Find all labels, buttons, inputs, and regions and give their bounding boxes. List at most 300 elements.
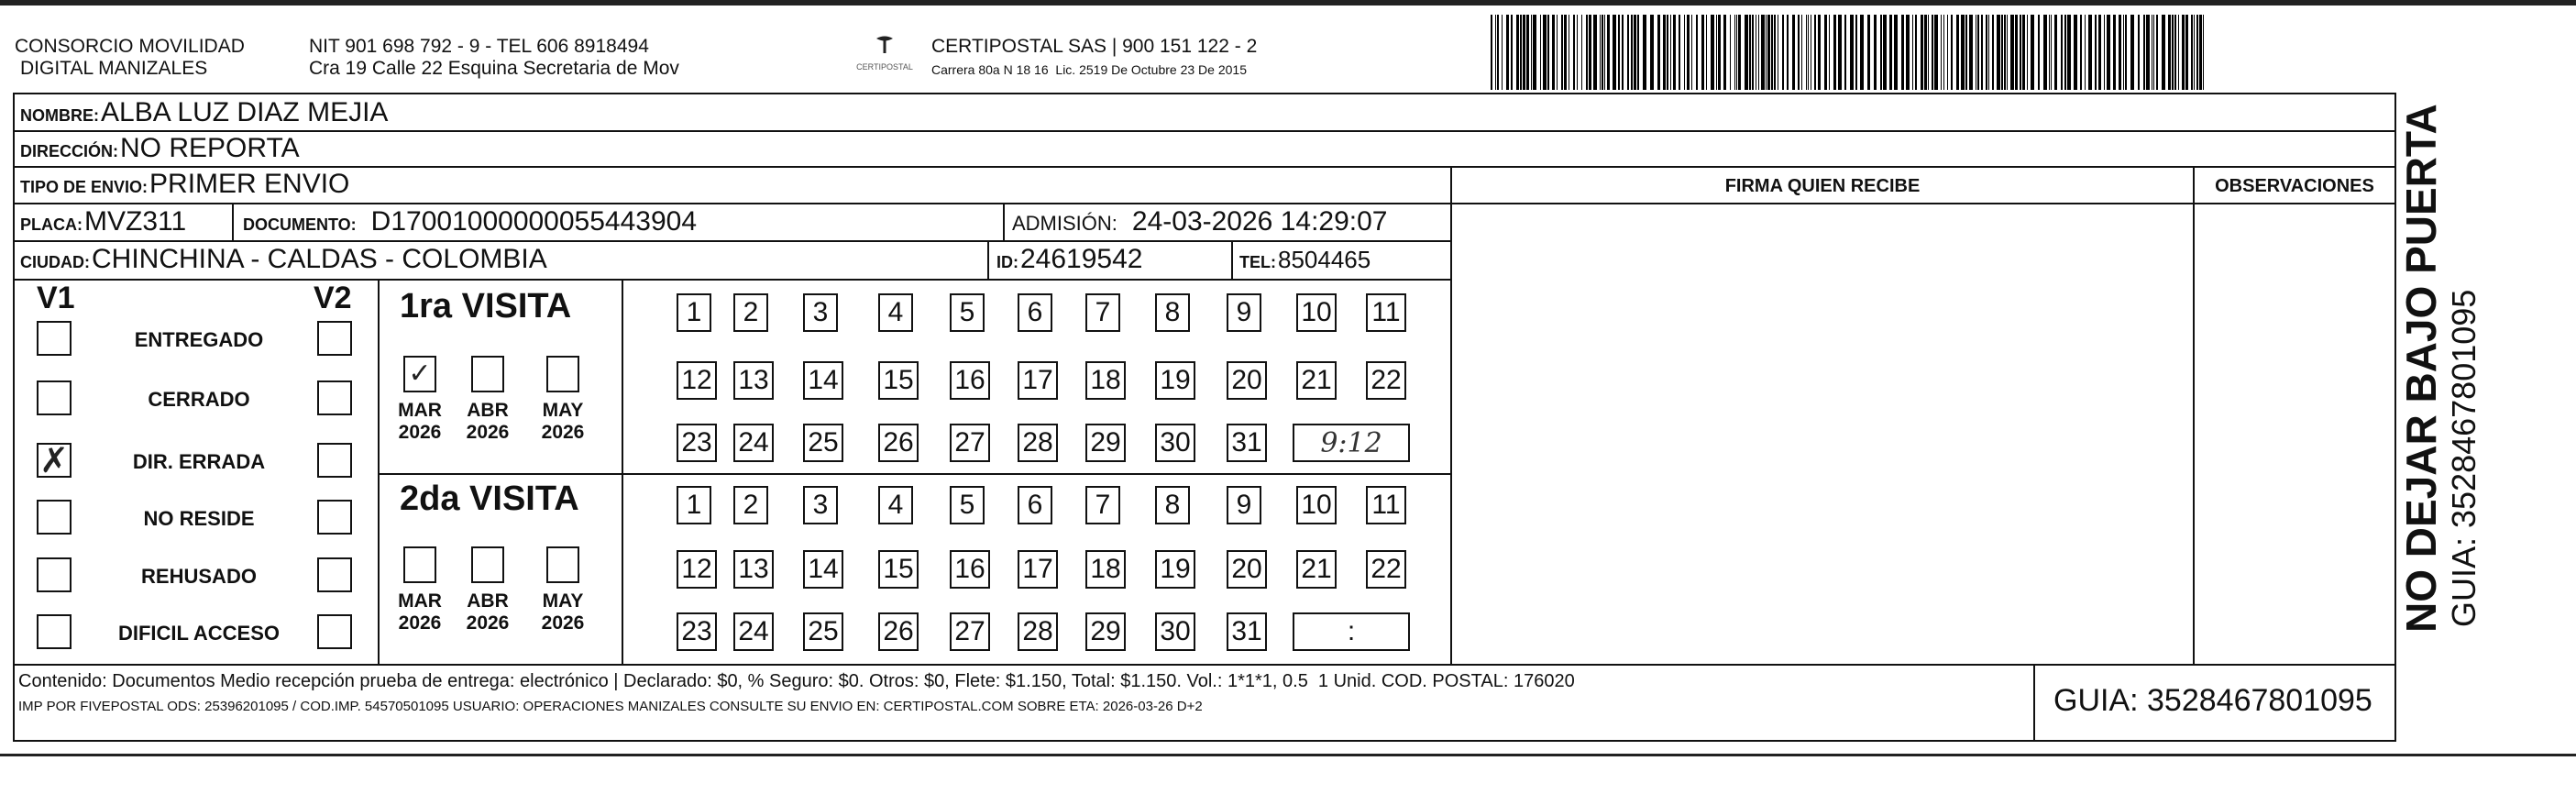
barcode-bar [1761,15,1765,90]
barcode-bar [1787,15,1789,90]
second-visit-day-19[interactable]: 19 [1155,550,1195,589]
barcode-bar [1981,15,1983,90]
first-visit-day-26[interactable]: 26 [878,424,919,462]
address-line: Cra 19 Calle 22 Esquina Secretaria de Mov [309,58,679,79]
company-name-line2: DIGITAL MANIZALES [20,58,208,79]
barcode-bar [2153,15,2154,90]
month-label [535,400,590,444]
divider [232,203,234,240]
month-name: MAR [398,590,442,612]
barcode-bar [2113,15,2116,90]
barcode-bar [1593,15,1597,90]
barcode-bar [1986,15,1987,90]
barcode-bar [1687,15,1690,90]
month-checkbox[interactable] [546,356,579,392]
barcode-bar [1782,15,1784,90]
nit-line: NIT 901 698 792 - 9 - TEL 606 8918494 [309,36,649,57]
barcode-bar [1961,15,1965,90]
barcode-bar [1956,15,1959,90]
month-checkbox[interactable] [403,546,436,583]
divider [378,279,380,664]
barcode-bar [2061,15,2063,90]
second-visit-day-20[interactable]: 20 [1227,550,1267,589]
first-visit-day-7[interactable]: 7 [1085,293,1120,332]
barcode-bar [2001,15,2003,90]
barcode-bar [1894,15,1898,90]
first-visit-day-3[interactable]: 3 [803,293,838,332]
barcode-bar [1798,15,1800,90]
first-visit-day-21[interactable]: 21 [1296,361,1337,400]
v1-mark: ✗ [39,440,69,480]
barcode-bar [2020,15,2021,90]
barcode-bar [2172,15,2174,90]
divider [1003,203,1005,240]
month-name: MAY [542,590,584,612]
nombre-label: NOMBRE: [20,106,99,125]
month-name: MAY [542,400,584,421]
month-label [392,590,447,634]
barcode-bar [2125,15,2127,90]
barcode-bar [1829,15,1830,90]
month-checkbox[interactable] [471,356,504,392]
tel-value: 8504465 [1278,246,1371,273]
barcode-bar [1506,15,1509,90]
v2-checkbox[interactable] [317,321,352,356]
barcode-bar [1855,15,1857,90]
divider [987,240,989,279]
side-warning: NO DEJAR BAJO PUERTA [2397,104,2445,633]
first-visit-day-24[interactable]: 24 [733,424,774,462]
barcode-bar [2182,15,2185,90]
barcode-bar [2007,15,2008,90]
second-visit-day-12[interactable]: 12 [677,550,717,589]
v2-checkbox[interactable] [317,557,352,592]
first-visit-day-16[interactable]: 16 [950,361,990,400]
barcode-bar [2085,15,2086,90]
second-visit-day-1[interactable]: 1 [677,486,711,524]
second-visit-day-16[interactable]: 16 [950,550,990,589]
first-visit-day-18[interactable]: 18 [1085,361,1126,400]
first-visit-day-25[interactable]: 25 [803,424,843,462]
first-visit-day-13[interactable]: 13 [733,361,774,400]
barcode-bar [1711,15,1714,90]
barcode-bar [2162,15,2165,90]
barcode-bar [2178,15,2179,90]
barcode-bar [1613,15,1616,90]
barcode-bar [1631,15,1633,90]
barcode-bar [2022,15,2025,90]
second-visit-day-25[interactable]: 25 [803,612,843,651]
v1-checkbox[interactable] [37,380,72,415]
divider [1231,240,1233,279]
barcode-bar [2199,15,2202,90]
status-label: ENTREGADO [134,328,264,351]
barcode-bar [1495,15,1496,90]
v1-checkbox[interactable] [37,614,72,649]
second-visit-day-14[interactable]: 14 [803,550,843,589]
barcode-bar [1730,15,1731,90]
status-label: DIR. ERRADA [132,450,266,473]
v1-checkbox[interactable] [37,321,72,356]
barcode-bar [2004,15,2006,90]
status-label: DIFICIL ACCESO [117,622,280,645]
v1-checkbox[interactable] [37,557,72,592]
tel-cell [1239,244,1371,278]
v1-checkbox[interactable] [37,440,72,480]
barcode-bar [1533,15,1536,90]
first-visit-day-31[interactable]: 31 [1227,424,1267,462]
second-visit-day-15[interactable]: 15 [878,550,919,589]
barcode-bar [1511,15,1513,90]
barcode-bar [1838,15,1842,90]
barcode-bar [1934,15,1938,90]
barcode-bar [1607,15,1610,90]
barcode-bar [1531,15,1532,90]
second-visit-time[interactable]: : [1293,612,1410,651]
second-visit-day-2[interactable]: 2 [733,486,768,524]
tipo-envio-label: TIPO DE ENVIO: [20,178,149,196]
barcode-bar [2168,15,2171,90]
barcode-bar [1557,15,1558,90]
barcode-bar [1716,15,1717,90]
v2-checkbox[interactable] [317,500,352,535]
admision-label: ADMISIÓN: [1012,212,1117,235]
barcode-bar [1808,15,1809,90]
footer-guia: GUIA: 3528467801095 [2053,683,2372,718]
v2-checkbox[interactable] [317,380,352,415]
nombre-value: ALBA LUZ DIAZ MEJIA [101,97,389,127]
barcode-bar [1663,15,1666,90]
barcode-bar [1969,15,1973,90]
barcode-bar [2191,15,2193,90]
second-visit-day-28[interactable]: 28 [1018,612,1058,651]
barcode-bar [1547,15,1549,90]
barcode-bar [1758,15,1759,90]
month-checkbox[interactable] [403,356,436,392]
v2-checkbox[interactable] [317,614,352,649]
barcode-bar [1573,15,1575,90]
barcode-bar [1941,15,1942,90]
barcode-bar [2119,15,2121,90]
second-visit-day-13[interactable]: 13 [733,550,774,589]
barcode-bar [1634,15,1636,90]
barcode-bar [1679,15,1680,90]
id-value: 24619542 [1020,244,1143,274]
second-visit-day-3[interactable]: 3 [803,486,838,524]
first-visit-day-19[interactable]: 19 [1155,361,1195,400]
first-visit-day-5[interactable]: 5 [950,293,985,332]
barcode-bar [1792,15,1795,90]
second-visit-day-30[interactable]: 30 [1155,612,1195,651]
divider [2193,166,2195,664]
documento-value: D17001000000055443904 [370,206,698,237]
company-name-line1: CONSORCIO MOVILIDAD [15,36,245,57]
barcode-bar [1997,15,2000,90]
barcode-bar [1915,15,1917,90]
first-visit-time[interactable]: 9:12 [1293,424,1410,462]
v2-checkbox[interactable] [317,443,352,478]
barcode-bar [1766,15,1767,90]
barcode-bar [1491,15,1492,90]
barcode-bar [1497,15,1499,90]
first-visit-day-20[interactable]: 20 [1227,361,1267,400]
second-visit-day-7[interactable]: 7 [1085,486,1120,524]
side-guia: GUIA: 3528467801095 [2445,289,2482,627]
month-label [392,400,447,444]
barcode-bar [1928,15,1929,90]
month-year: 2026 [541,612,585,634]
second-visit-day-18[interactable]: 18 [1085,550,1126,589]
barcode-bar [2107,15,2110,90]
barcode-bar [2038,15,2040,90]
first-visit-day-23[interactable]: 23 [677,424,717,462]
month-name: ABR [467,590,509,612]
barcode-bar [1818,15,1821,90]
second-visit-day-27[interactable]: 27 [950,612,990,651]
barcode-bar [2067,15,2071,90]
barcode-bar [1502,15,1503,90]
second-visit-day-31[interactable]: 31 [1227,612,1267,651]
barcode-bar [2095,15,2097,90]
barcode-bar [1844,15,1846,90]
barcode-bar [1992,15,1994,90]
month-year: 2026 [466,422,510,443]
barcode-bar [1604,15,1605,90]
barcode-bar [2143,15,2145,90]
barcode-bar [1523,15,1525,90]
barcode-bar [1564,15,1567,90]
first-visit-day-10[interactable]: 10 [1296,293,1337,332]
barcode-bar [2123,15,2124,90]
second-visit-day-24[interactable]: 24 [733,612,774,651]
second-visit-day-11[interactable]: 11 [1366,486,1406,524]
status-label: CERRADO [148,388,250,411]
barcode-bar [1602,15,1603,90]
barcode-bar [1706,15,1707,90]
barcode-bar [1867,15,1870,90]
first-visit-day-30[interactable]: 30 [1155,424,1195,462]
second-visit-day-4[interactable]: 4 [878,486,913,524]
month-mark: ✓ [408,358,432,390]
certipostal-logo-icon [871,35,898,55]
id-cell [996,244,1142,278]
barcode-bar [2043,15,2047,90]
barcode-bar [1977,15,1979,90]
admision-value: 24-03-2026 14:29:07 [1131,206,1388,237]
barcode-bar [1643,15,1646,90]
barcode-bar [1561,15,1563,90]
certipostal-license-line: Carrera 80a N 18 16 Lic. 2519 De Octubre 23 De 2015 [931,62,1247,77]
first-visit-day-14[interactable]: 14 [803,361,843,400]
month-checkbox[interactable] [546,546,579,583]
admision-cell [1012,206,1387,239]
month-year: 2026 [466,612,510,634]
first-visit-day-1[interactable]: 1 [677,293,711,332]
barcode-bar [1824,15,1827,90]
barcode-bar [1736,15,1737,90]
barcode [1491,15,2211,90]
barcode-bar [1880,15,1882,90]
barcode-bar [1850,15,1854,90]
barcode-bar [1874,15,1877,90]
barcode-bar [2203,15,2204,90]
barcode-bar [1738,15,1741,90]
barcode-bar [2098,15,2101,90]
first-visit-day-17[interactable]: 17 [1018,361,1058,400]
barcode-bar [1883,15,1887,90]
barcode-bar [2064,15,2066,90]
tipo-envio-row [20,169,349,203]
divider [1450,166,1452,664]
divider [13,166,2396,168]
first-visit-day-9[interactable]: 9 [1227,293,1261,332]
first-visit-day-15[interactable]: 15 [878,361,919,400]
tel-label: TEL: [1239,253,1276,271]
barcode-bar [1932,15,1933,90]
barcode-bar [1691,15,1692,90]
barcode-bar [1589,15,1591,90]
v1-checkbox[interactable] [37,500,72,535]
second-visit-day-6[interactable]: 6 [1018,486,1052,524]
barcode-bar [2088,15,2092,90]
ciudad-cell [20,244,547,278]
logo-caption: CERTIPOSTAL [856,62,913,72]
barcode-bar [1637,15,1639,90]
second-visit-day-10[interactable]: 10 [1296,486,1337,524]
second-visit-day-8[interactable]: 8 [1155,486,1190,524]
second-visit-day-26[interactable]: 26 [878,612,919,651]
barcode-bar [2146,15,2150,90]
top-edge-line [0,0,2576,6]
month-checkbox[interactable] [471,546,504,583]
barcode-bar [1924,15,1927,90]
second-visit-day-9[interactable]: 9 [1227,486,1261,524]
barcode-bar [2015,15,2018,90]
barcode-bar [2196,15,2198,90]
barcode-bar [2031,15,2034,90]
barcode-bar [1526,15,1529,90]
barcode-bar [1906,15,1910,90]
first-visit-day-6[interactable]: 6 [1018,293,1052,332]
tipo-envio-value: PRIMER ENVIO [149,169,350,199]
first-visit-day-29[interactable]: 29 [1085,424,1126,462]
barcode-bar [1670,15,1671,90]
barcode-bar [2185,15,2188,90]
month-name: ABR [467,400,509,421]
second-visit-day-23[interactable]: 23 [677,612,717,651]
barcode-bar [1860,15,1864,90]
ciudad-value: CHINCHINA - CALDAS - COLOMBIA [92,244,547,274]
barcode-bar [1889,15,1892,90]
barcode-bar [2194,15,2195,90]
first-visit-day-2[interactable]: 2 [733,293,768,332]
barcode-bar [1600,15,1601,90]
month-year: 2026 [541,422,585,443]
divider [622,279,623,664]
status-label: NO RESIDE [143,507,255,530]
second-visit-day-21[interactable]: 21 [1296,550,1337,589]
barcode-bar [2074,15,2077,90]
barcode-bar [1520,15,1522,90]
bottom-edge-line [0,754,2576,756]
barcode-bar [1667,15,1668,90]
barcode-bar [1912,15,1913,90]
month-year: 2026 [398,422,442,443]
month-label [535,590,590,634]
first-visit-day-22[interactable]: 22 [1366,361,1406,400]
barcode-bar [1734,15,1735,90]
barcode-bar [2130,15,2134,90]
divider [13,203,1450,204]
ciudad-label: CIUDAD: [20,253,90,271]
side-text [2397,104,2507,633]
barcode-bar [1943,15,1944,90]
v1-header: V1 [37,281,75,315]
divider [2033,664,2035,742]
barcode-bar [1657,15,1660,90]
barcode-bar [1718,15,1721,90]
barcode-bar [1951,15,1953,90]
barcode-bar [1650,15,1654,90]
v2-header: V2 [314,281,352,315]
barcode-bar [2051,15,2052,90]
barcode-bar [1921,15,1923,90]
barcode-bar [1577,15,1578,90]
month-label [460,590,515,634]
barcode-bar [2027,15,2028,90]
month-name: MAR [398,400,442,421]
placa-label: PLACA: [20,215,83,234]
first-visit-day-11[interactable]: 11 [1366,293,1406,332]
nombre-row [20,97,388,131]
barcode-bar [1767,15,1770,90]
barcode-bar [1516,15,1519,90]
barcode-bar [1673,15,1676,90]
observaciones-header: OBSERVACIONES [2215,176,2374,196]
month-year: 2026 [398,612,442,634]
barcode-bar [2104,15,2105,90]
footer-imp-line: IMP POR FIVEPOSTAL ODS: 25396201095 / COD.IMP. 54570501095 USUARIO: OPERACIONES MANIZALES CONSULTE SU ENVIO EN: CERTIPOSTAL.COM SOBRE ETA: 2026-03-26 D+2 [18,699,1203,714]
barcode-bar [1749,15,1751,90]
first-visit-day-8[interactable]: 8 [1155,293,1190,332]
status-label: REHUSADO [141,565,257,588]
barcode-bar [1552,15,1555,90]
first-visit-day-28[interactable]: 28 [1018,424,1058,462]
second-visit-day-17[interactable]: 17 [1018,550,1058,589]
first-visit-day-4[interactable]: 4 [878,293,913,332]
second-visit-day-22[interactable]: 22 [1366,550,1406,589]
first-visit-title: 1ra VISITA [400,287,572,325]
barcode-bar [1901,15,1904,90]
barcode-bar [1833,15,1836,90]
divider [1450,203,2396,204]
direccion-value: NO REPORTA [120,133,300,163]
second-visit-day-29[interactable]: 29 [1085,612,1126,651]
barcode-bar [1988,15,1989,90]
placa-cell [20,206,186,240]
barcode-bar [2049,15,2050,90]
documento-cell [243,206,697,240]
barcode-bar [1581,15,1582,90]
barcode-bar [1947,15,1948,90]
barcode-bar [1723,15,1726,90]
first-visit-day-27[interactable]: 27 [950,424,990,462]
barcode-bar [1627,15,1629,90]
second-visit-day-5[interactable]: 5 [950,486,985,524]
direccion-row [20,133,300,167]
first-visit-day-12[interactable]: 12 [677,361,717,400]
barcode-bar [1745,15,1748,90]
